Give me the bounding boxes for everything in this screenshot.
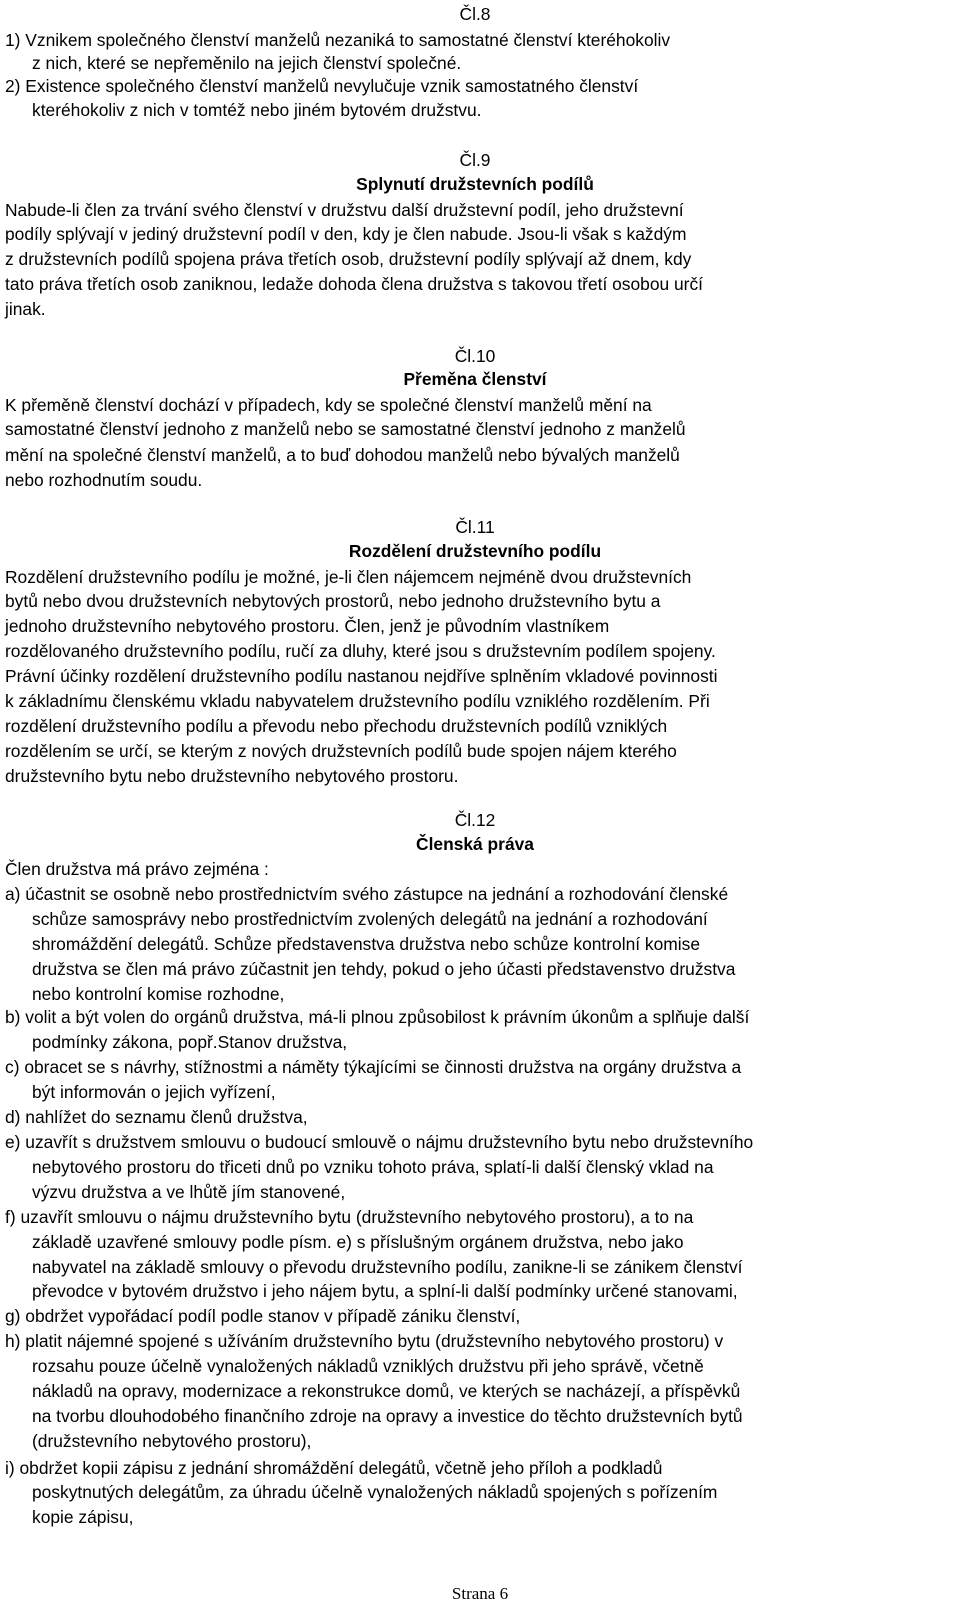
paragraph-line: družstevního bytu nebo družstevního nebytového prostoru. [5,766,459,786]
paragraph-line: nebo rozhodnutím soudu. [5,470,203,490]
article-9-title: Splynutí družstevních podílů [356,174,594,194]
paragraph-line: rozdělením se určí, se kterým z nových družstevních podílů bude spojen nájem kterého [5,741,677,761]
paragraph-line: jednoho družstevního nebytového prostoru. Člen, jenž je původním vlastníkem [5,616,610,636]
list-item-c: c) obracet se s návrhy, stížnostmi a náměty týkajícími se činnosti družstva na orgány družstva a [5,1057,742,1077]
list-item-b: b) volit a být volen do orgánů družstva, má-li plnou způsobilost k právním úkonům a splňuje další [5,1007,750,1027]
article-12-heading: Čl.12 [454,810,496,830]
paragraph-line: bytů nebo dvou družstevních nebytových prostorů, nebo jednoho družstevního bytu a [5,591,661,611]
article-11-title: Rozdělení družstevního podílu [348,541,602,561]
paragraph-line: 1) Vznikem společného členství manželů nezaniká to samostatné členství kteréhokoliv [5,30,671,50]
list-item-g: g) obdržet vypořádací podíl podle stanov v případě zániku členství, [5,1306,521,1326]
list-item-line: nebytového prostoru do třiceti dnů po vzniku tohoto práva, splatí-li další členský vklad na [32,1157,714,1177]
paragraph-line: samostatné členství jednoho z manželů nebo se samostatné členství jednoho z manželů [5,419,686,439]
paragraph-line: Nabude-li člen za trvání svého členství v družstvu další družstevní podíl, jeho družstevní [5,200,684,220]
article-10-title: Přeměna členství [403,369,547,389]
article-9-heading: Čl.9 [459,150,491,170]
paragraph-line: Rozdělení družstevního podílu je možné, je-li člen nájemcem nejméně dvou družstevních [5,567,692,587]
paragraph-line: jinak. [5,299,46,319]
list-item-line: nákladů na opravy, modernizace a rekonstrukce domů, ve kterých se nacházejí, a příspěvků [32,1381,741,1401]
paragraph-line: z družstevních podílů spojena práva třetích osob, družstevní podíly splývají až dnem, kdy [5,249,692,269]
page-number: Strana 6 [451,1584,509,1603]
list-item-line: rozsahu pouze účelně vynaložených nákladů vzniklých družstvu při jeho správě, včetně [32,1356,704,1376]
paragraph-line: mění na společné členství manželů, a to buď dohodou manželů nebo bývalých manželů [5,445,680,465]
paragraph-line: rozdělovaného družstevního podílu, ručí za dluhy, které jsou s družstevním podílem spojeny. [5,641,716,661]
paragraph-line: K přeměně členství dochází v případech, kdy se společné členství manželů mění na [5,395,652,415]
list-item-line: schůze samosprávy nebo prostřednictvím zvolených delegátů na jednání a rozhodování [32,909,708,929]
article-12-title: Členská práva [416,834,534,854]
paragraph-line: 2) Existence společného členství manželů nevylučuje vznik samostatného členství [5,76,639,96]
list-item-line: základě uzavřené smlouvy podle písm. e) s příslušným orgánem družstva, nebo jako [32,1232,684,1252]
list-item-line: družstva se člen má právo zúčastnit jen tehdy, pokud o jeho účasti představenstvo družstva [32,959,736,979]
paragraph-line: Právní účinky rozdělení družstevního podílu nastanou nejdříve splněním vkladové povinnosti [5,666,718,686]
paragraph-line: k základnímu členskému vkladu nabyvatelem družstevního podílu vzniklého rozdělením. Při [5,691,710,711]
list-item-h: h) platit nájemné spojené s užíváním družstevního bytu (družstevního nebytového prostoru) v [5,1331,724,1351]
article-8-heading: Čl.8 [459,4,491,24]
list-item-line: shromáždění delegátů. Schůze představenstva družstva nebo schůze kontrolní komise [32,934,700,954]
paragraph-line: rozdělení družstevního podílu a převodu nebo přechodu družstevních podílů vzniklých [5,716,668,736]
list-item-d: d) nahlížet do seznamu členů družstva, [5,1107,308,1127]
list-item-i: i) obdržet kopii zápisu z jednání shromáždění delegátů, včetně jeho příloh a podkladů [5,1458,663,1478]
article-10-heading: Čl.10 [454,346,496,366]
article-11-heading: Čl.11 [455,517,495,537]
list-item-e: e) uzavřít s družstvem smlouvu o budoucí smlouvě o nájmu družstevního bytu nebo družstevního [5,1132,754,1152]
list-item-line: výzvu družstva a ve lhůtě jím stanovené, [32,1182,346,1202]
list-item-line: nabyvatel na základě smlouvy o převodu družstevního podílu, zanikne-li se zánikem členství [32,1257,743,1277]
list-item-line: (družstevního nebytového prostoru), [32,1431,312,1451]
list-item-line: podmínky zákona, popř.Stanov družstva, [32,1032,348,1052]
list-item-f: f) uzavřít smlouvu o nájmu družstevního bytu (družstevního nebytového prostoru), a to na [5,1207,694,1227]
paragraph-line: kteréhokoliv z nich v tomtéž nebo jiném bytovém družstvu. [32,100,482,120]
list-item-line: převodce v bytovém družstvo i jeho nájem bytu, a splní-li další podmínky určené stanovami, [32,1281,738,1301]
list-item-line: kopie zápisu, [32,1507,134,1527]
list-intro: Člen družstva má právo zejména : [5,859,269,879]
paragraph-line: podíly splývají v jediný družstevní podíl v den, kdy je člen nabude. Jsou-li však s každým [5,224,687,244]
list-item-line: být informován o jejich vyřízení, [32,1082,276,1102]
list-item-line: nebo kontrolní komise rozhodne, [32,984,285,1004]
list-item-line: poskytnutých delegátům, za úhradu účelně vynaložených nákladů spojených s pořízením [32,1482,718,1502]
list-item-line: na tvorbu dlouhodobého finančního zdroje na opravy a investice do těchto družstevních bytů [32,1406,743,1426]
paragraph-line: z nich, které se nepřeměnilo na jejich členství společné. [32,53,462,73]
list-item-a: a) účastnit se osobně nebo prostřednictvím svého zástupce na jednání a rozhodování členské [5,884,729,904]
paragraph-line: tato práva třetích osob zaniknou, ledaže dohoda člena družstva s takovou třetí osobou určí [5,274,703,294]
